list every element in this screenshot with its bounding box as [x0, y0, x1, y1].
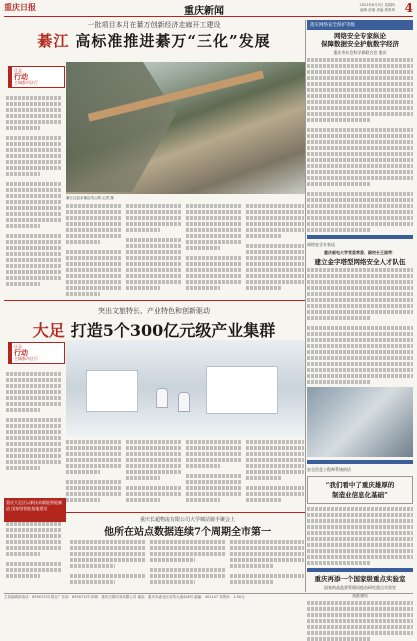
story1-column-4	[186, 204, 242, 308]
story3-header	[70, 516, 305, 538]
article3-title-line2: 制造业信息化基础”	[332, 491, 388, 499]
story3-column-3	[150, 540, 225, 590]
page-footer: 主管编辑部电话：63907233 报社广告部：63907133 印刷：重庆日报印务有限公司 地址：重庆市渝北区同茂大道416号 邮编：401147 零售价：1.50元	[4, 593, 413, 600]
story1-column-3	[126, 204, 182, 308]
issue-editors: 编辑 彭瑜 美编 黄景琦	[360, 8, 395, 12]
story3-headline: 他所在站点数据连续7个周期全市第一	[104, 527, 271, 538]
right-divider-1	[307, 235, 413, 239]
column-divider	[305, 20, 306, 592]
story2-kicker: 突出文旅特长、产业特色和创新驱动	[98, 307, 210, 315]
story2-badge-small: 区县	[14, 344, 22, 349]
article4-sub: 国家药品监督管理局疫苗研究重点实验室	[324, 585, 396, 590]
story1-photo-caption: 綦江区赶水镇沿线公路 记者 摄	[66, 196, 114, 200]
story1-column-1	[6, 96, 62, 296]
story2-column-2	[66, 440, 122, 512]
article1-title-line1: 网络安全专家纵论	[334, 32, 386, 40]
article4-headline: 重庆再添一个国家级重点实验室	[314, 575, 406, 583]
story1-photo	[66, 62, 306, 194]
story3-kicker: 重庆长超物流有限公司大学城站骑手聚会上	[139, 517, 235, 523]
article2-headline: 建立金字塔型网络安全人才队伍	[314, 258, 406, 266]
lab-machine-1	[86, 370, 138, 412]
story2-place: 大足	[32, 321, 65, 340]
article1-body	[307, 58, 413, 232]
article1-title-line2: 保障数据安全护航数字经济	[321, 40, 399, 48]
story1-headline-wrap	[4, 30, 304, 51]
right-divider-2	[307, 460, 413, 464]
story2-headline-wrap	[4, 318, 304, 341]
article4-sub2: 获批建设	[352, 593, 368, 598]
story2-side-box: 重庆大足区以新技术赋能智能制造 国家级智能基地建设	[4, 498, 66, 522]
lab-machine-2	[206, 366, 278, 414]
story2-badge-tag: 主城都市区行	[14, 356, 38, 361]
story1-kicker: 一批项目本月在綦万创新经济走廊开工建设	[87, 21, 221, 29]
story2-badge	[8, 342, 65, 364]
story1-badge	[8, 66, 65, 88]
story2-column-4	[186, 440, 242, 512]
story3-column-4	[230, 540, 304, 590]
story3-column-1	[6, 522, 62, 590]
story2-column-1	[6, 372, 62, 494]
issue-meta	[360, 3, 395, 13]
article2-photo	[307, 387, 413, 457]
story3-column-2	[70, 540, 145, 590]
newspaper-logo: 重庆日报	[4, 2, 36, 12]
section-title: 重庆新闻	[184, 6, 224, 17]
right-section-label: 落实网络安全保护等级	[307, 20, 413, 30]
story2-photo	[66, 340, 306, 436]
article2-body	[307, 268, 413, 384]
story1-column-5	[246, 204, 304, 308]
article3-title-box	[307, 476, 413, 504]
cliff-rock	[66, 62, 176, 192]
article2-title: 重庆邮电大学党委常委、副校长王国荣：	[324, 250, 396, 255]
story1-badge-small: 区县	[14, 68, 22, 73]
story1-column-2	[66, 204, 122, 308]
masthead	[4, 2, 413, 17]
issue-date: 2023年8月3日 星期四	[359, 3, 395, 7]
story-divider-1	[4, 300, 305, 301]
article1-title	[307, 32, 413, 48]
story1-badge-main: 行动	[14, 72, 28, 81]
story1-place: 綦江	[37, 32, 70, 50]
page-number: 4	[404, 1, 413, 15]
article3-body	[307, 507, 413, 565]
right-divider-3	[307, 568, 413, 572]
story2-badge-main: 行动	[14, 348, 28, 357]
story2-headline: 打造5个300亿元级产业集群	[70, 321, 276, 340]
article4-body	[307, 601, 413, 641]
story2-column-5	[246, 440, 304, 512]
story1-badge-tag: 主城都市区行	[14, 80, 38, 85]
article1-sub: 重庆市社会科学界联合会 重庆	[333, 50, 387, 55]
article3-label: 安全信息工程师系统的话	[307, 467, 351, 472]
right-column	[307, 20, 413, 598]
article3-title-line1: “我们看中了重庆雄厚的	[325, 481, 395, 489]
story-divider-2	[66, 512, 305, 513]
lab-worker-2	[178, 392, 190, 412]
story2-column-3	[126, 440, 182, 512]
story1-headline: 高标准推进綦万“三化”发展	[75, 32, 271, 50]
lab-worker-1	[156, 388, 168, 408]
article2-label: 网络安全专家谈	[307, 242, 335, 247]
